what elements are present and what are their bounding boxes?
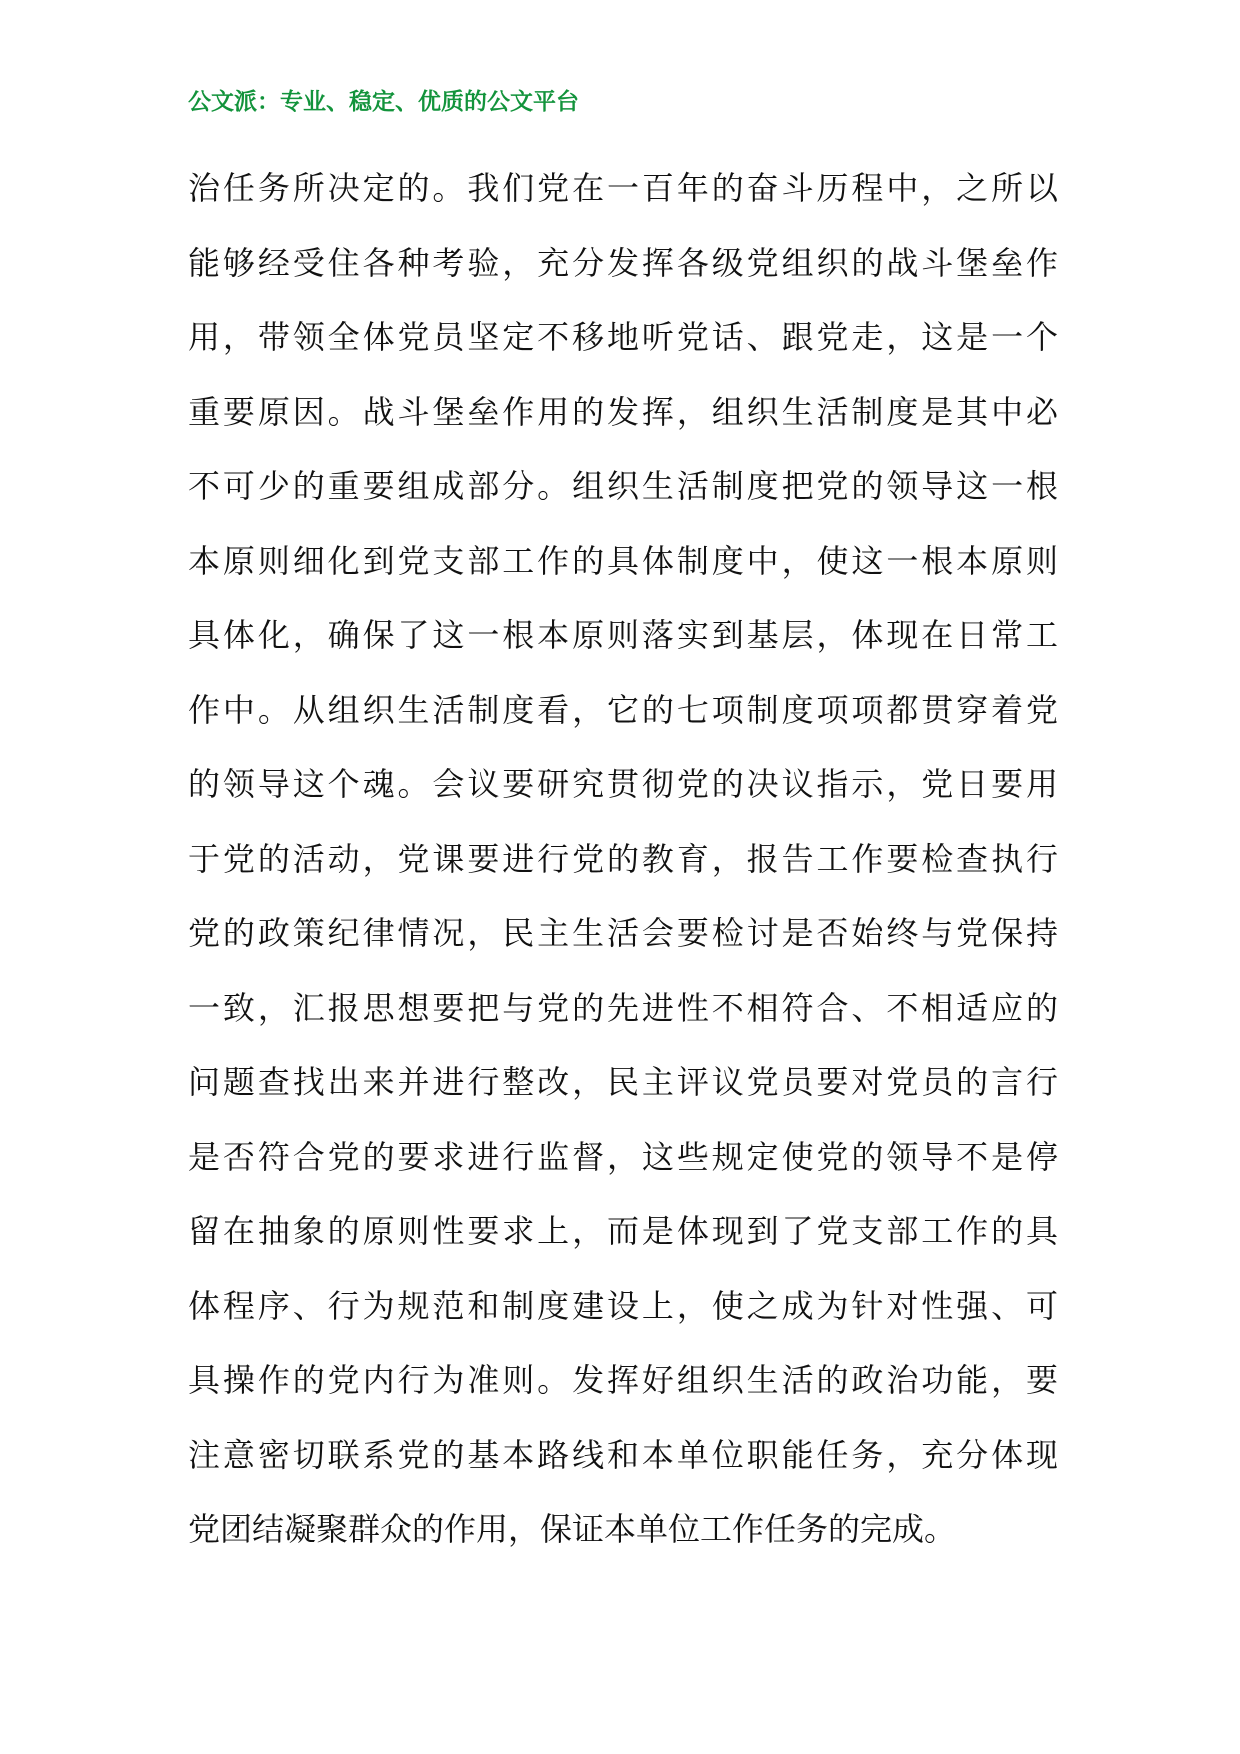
text-line: 是否符合党的要求进行监督，这些规定使党的领导不是停: [188, 1137, 1058, 1176]
text-line: 具体化，确保了这一根本原则落实到基层，体现在日常工: [188, 616, 1058, 654]
text-line: 具操作的党内行为准则。发挥好组织生活的政治功能，要: [188, 1361, 1058, 1399]
site-header: 公文派：专业、稳定、优质的公文平台: [188, 88, 579, 115]
text-line: 留在抽象的原则性要求上，而是体现到了党支部工作的具: [188, 1212, 1058, 1250]
text-line: 体程序、行为规范和制度建设上，使之成为针对性强、可: [188, 1286, 1058, 1325]
text-line: 于党的活动，党课要进行党的教育，报告工作要检查执行: [188, 839, 1058, 878]
text-line: 党的政策纪律情况，民主生活会要检讨是否始终与党保持: [188, 914, 1058, 952]
text-line: 治任务所决定的。我们党在一百年的奋斗历程中，之所以: [188, 169, 1058, 207]
text-line: 一致，汇报思想要把与党的先进性不相符合、不相适应的: [188, 988, 1058, 1027]
text-line: 不可少的重要组成部分。组织生活制度把党的领导这一根: [188, 467, 1058, 505]
text-line: 本原则细化到党支部工作的具体制度中，使这一根本原则: [188, 541, 1058, 580]
text-line: 的领导这个魂。会议要研究贯彻党的决议指示，党日要用: [188, 765, 1058, 803]
body-text: [188, 168, 1058, 1584]
text-line: 党团结凝聚群众的作用，保证本单位工作任务的完成。: [188, 1510, 957, 1548]
text-line: 作中。从组织生活制度看，它的七项制度项项都贯穿着党: [188, 690, 1058, 729]
text-line: 问题查找出来并进行整改，民主评议党员要对党员的言行: [188, 1063, 1058, 1101]
text-line: 注意密切联系党的基本路线和本单位职能任务，充分体现: [188, 1435, 1058, 1474]
text-line: 重要原因。战斗堡垒作用的发挥，组织生活制度是其中必: [188, 392, 1058, 431]
text-line: 能够经受住各种考验，充分发挥各级党组织的战斗堡垒作: [188, 243, 1058, 282]
text-line: 用，带领全体党员坚定不移地听党话、跟党走，这是一个: [188, 318, 1058, 356]
